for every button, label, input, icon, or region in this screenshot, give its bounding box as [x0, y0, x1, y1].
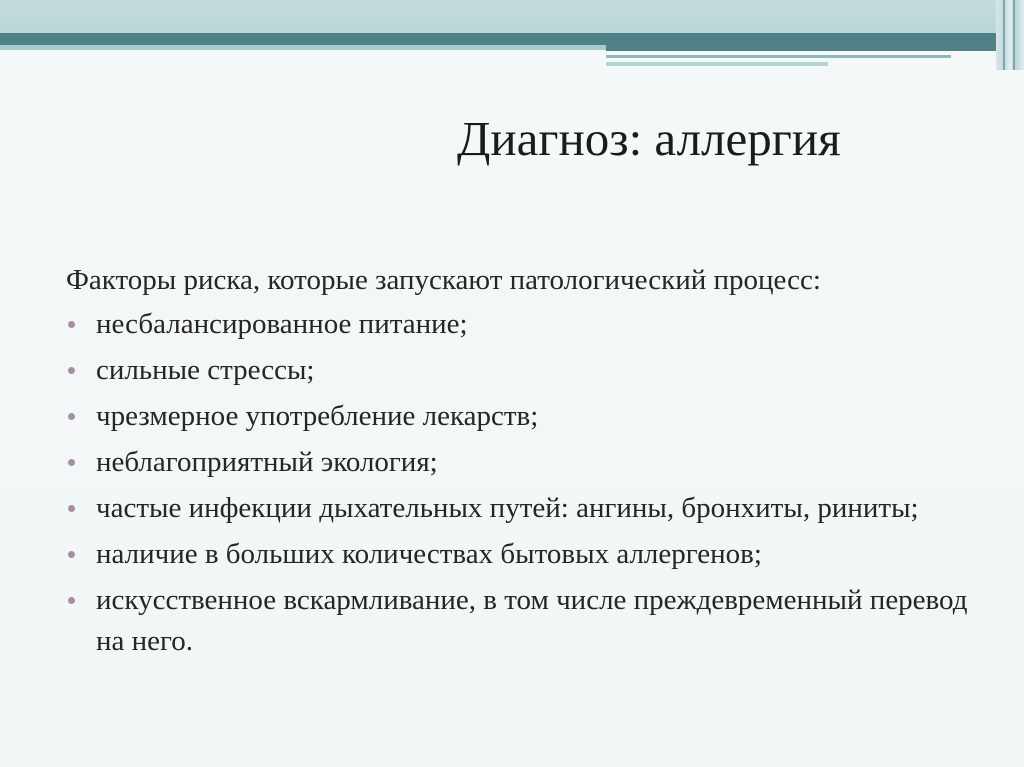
list-item-text: искусственное вскармливание, в том числе преждевременный перевод на него.	[96, 584, 968, 657]
slide-title: Диагноз: аллергия	[457, 111, 841, 166]
list-item-text: сильные стрессы;	[96, 354, 315, 386]
bullet-dot-icon	[68, 413, 75, 420]
list-item-text: чрезмерное употребление лекарств;	[96, 400, 539, 432]
header-stripe-dark	[0, 33, 1010, 45]
list-item-text: неблагоприятный экология;	[96, 446, 438, 478]
bullet-dot-icon	[68, 367, 75, 374]
header-stripe-right-block	[606, 45, 1010, 51]
bullet-dot-icon	[68, 505, 75, 512]
list-item	[66, 488, 986, 529]
bullet-list	[66, 304, 986, 662]
header-edge-line	[1003, 0, 1005, 70]
bullet-dot-icon	[68, 597, 75, 604]
bullet-dot-icon	[68, 551, 75, 558]
header-band	[0, 0, 1024, 36]
header-stripe-right-thin-second	[606, 62, 828, 66]
bullet-dot-icon	[68, 459, 75, 466]
list-item-text: несбалансированное питание;	[96, 308, 468, 340]
bullet-dot-icon	[68, 321, 75, 328]
list-item-text: частые инфекции дыхательных путей: ангины, бронхиты, риниты;	[96, 492, 919, 524]
header-right-edge	[996, 0, 1024, 70]
slide-content	[66, 260, 986, 667]
list-item	[66, 534, 986, 575]
list-item	[66, 350, 986, 391]
list-item	[66, 304, 986, 345]
list-item	[66, 396, 986, 437]
list-item-text: наличие в больших количествах бытовых аллергенов;	[96, 538, 762, 570]
list-item	[66, 580, 986, 662]
intro-text: Факторы риска, которые запускают патологический процесс:	[66, 264, 821, 296]
header-edge-line	[1013, 0, 1015, 70]
list-item	[66, 442, 986, 483]
header-stripe-right-thin	[606, 55, 951, 58]
